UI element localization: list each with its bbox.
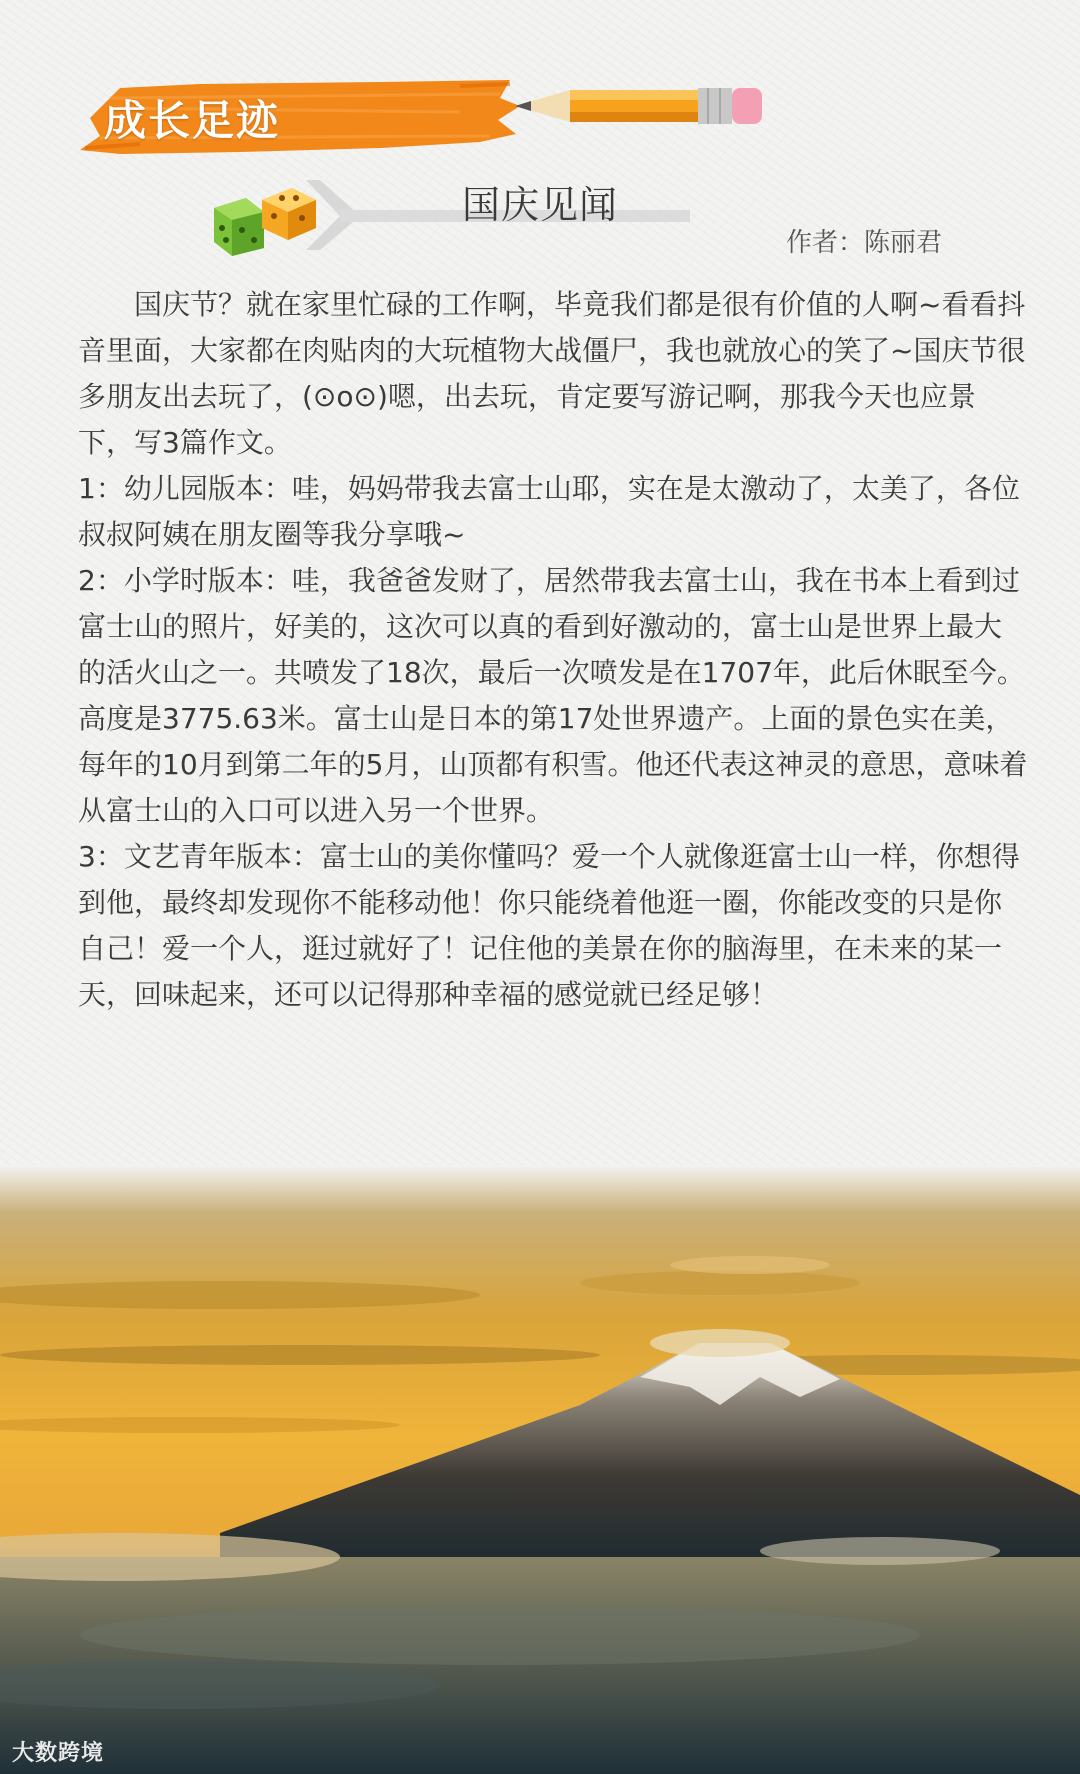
pencil-icon bbox=[515, 80, 765, 130]
article-body bbox=[78, 282, 1028, 1018]
banner-title: 成长足迹 bbox=[104, 96, 281, 145]
watermark-logo: 大数跨境 bbox=[12, 1741, 105, 1766]
paragraph-version-2: 2：小学时版本：哇，我爸爸发财了，居然带我去富士山，我在书本上看到过富士山的照片，好美的，这次可以真的看到好激动的，富士山是世界上最大的活火山之一。共喷发了18次，最后一次喷发是在1707年，此后休眠至今。高度是3775.63米。富士山是日本的第17处世界遗产。上面的景色实在美，每年的10月到第二年的5月，山顶都有积雪。他还代表这神灵的意思，意味着从富士山的入口可以进入另一个世界。 bbox=[78, 564, 1028, 827]
article-title: 国庆见闻 bbox=[462, 183, 619, 227]
paragraph-intro: 国庆节？就在家里忙碌的工作啊，毕竟我们都是很有价值的人啊~看看抖音里面，大家都在肉贴肉的大玩植物大战僵尸，我也就放心的笑了~国庆节很多朋友出去玩了，(⊙o⊙)嗯，出去玩，肯定要写游记啊，那我今天也应景下，写3篇作文。 bbox=[78, 288, 1026, 459]
paragraph-version-1: 1：幼儿园版本：哇，妈妈带我去富士山耶，实在是太激动了，太美了，各位叔叔阿姨在朋友圈等我分享哦~ bbox=[78, 472, 1020, 551]
author-line: 作者：陈丽君 bbox=[786, 228, 943, 258]
mount-fuji-image bbox=[0, 1165, 1080, 1774]
paragraph-version-3: 3：文艺青年版本：富士山的美你懂吗？爱一个人就像逛富士山一样，你想得到他，最终却发现你不能移动他！你只能绕着他逛一圈，你能改变的只是你自己！爱一个人，逛过就好了！记住他的美景在你的脑海里，在未来的某一天，回味起来，还可以记得那种幸福的感觉就已经足够！ bbox=[78, 840, 1020, 1011]
